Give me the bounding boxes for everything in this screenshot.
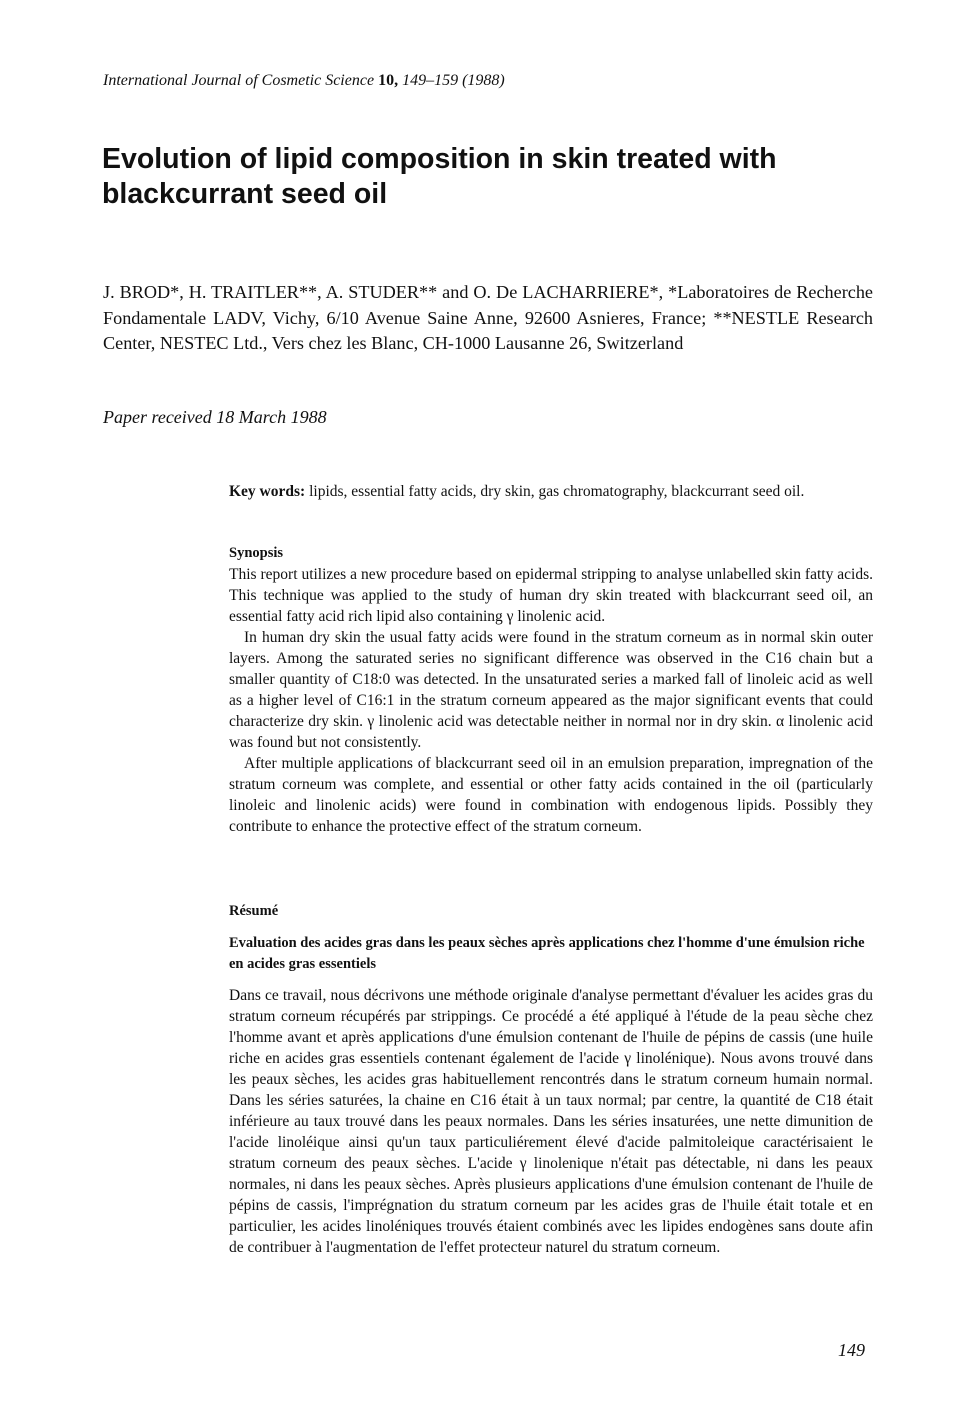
synopsis-paragraph: In human dry skin the usual fatty acids were found in the stratum corneum as in normal skin outer layers. Among the saturated series no significant difference was observed in the C16 chain but a smaller quantity of C18:0 was detected. In the unsaturated series a marked fall of linoleic acid as well as a higher level of C16:1 in the stratum corneum appeared as the major significant events that could characterize dry skin. γ linolenic acid was detectable neither in normal nor in dry skin. α linolenic acid was found but not consistently.	[229, 629, 873, 751]
keywords-text: lipids, essential fatty acids, dry skin, gas chromatography, blackcurrant seed oil.	[309, 483, 805, 500]
keywords	[229, 481, 873, 502]
resume-subtitle: Evaluation des acides gras dans les peaux sèches après applications chez l'homme d'une émulsion riche en acides gras essentiels	[229, 935, 865, 972]
received-date: Paper received 18 March 1988	[103, 407, 327, 427]
synopsis-section	[229, 564, 873, 837]
synopsis-paragraph: This report utilizes a new procedure based on epidermal stripping to analyse unlabelled skin fatty acids. This technique was applied to the study of human dry skin treated with blackcurrant seed oil, an essential fatty acid rich lipid also containing γ linolenic acid.	[229, 566, 873, 625]
journal-pages-year: 149–159 (1988)	[402, 72, 505, 89]
synopsis-heading: Synopsis	[229, 545, 284, 561]
page-number: 149	[838, 1340, 865, 1360]
article-title: Evolution of lipid composition in skin treated with blackcurrant seed oil	[102, 143, 777, 210]
journal-name: International Journal of Cosmetic Science	[103, 72, 375, 89]
journal-volume: 10,	[378, 72, 399, 89]
synopsis-paragraph: After multiple applications of blackcurrant seed oil in an emulsion preparation, impregnation of the stratum corneum was complete, and essential or other fatty acids contained in the oil (particularly linoleic and linolenic acids) were found in combination with endogenous lipids. Possibly they contribute to enhance the protective effect of the stratum corneum.	[229, 755, 873, 835]
resume-heading: Résumé	[229, 903, 279, 919]
keywords-label: Key words:	[229, 483, 306, 500]
authors-affiliations: J. BROD*, H. TRAITLER**, A. STUDER** and O. De LACHARRIERE*, *Laboratoires de Recherche Fondamentale LADV, Vichy, 6/10 Avenue Saine Anne, 92600 Asnieres, France; **NESTLE Research Center, NESTEC Ltd., Vers chez les Blanc, CH-1000 Lausanne 26, Switzerland	[103, 282, 873, 353]
resume-body: Dans ce travail, nous décrivons une méthode originale d'analyse permettant d'évaluer les acides gras du stratum corneum récupérés par strippings. Ce procédé a été appliqué à l'étude de la peau sèche chez l'homme avant et après applications d'une émulsion contenant de l'huile de pépins de cassis (une huile riche en acides gras essentiels contenant également de l'acide γ linolénique). Nous avons trouvé dans les peaux sèches, les acides gras habituellement rencontrés dans le stratum corneum humain normal. Dans les séries saturées, la chaine en C16 était à un taux normal; par centre, la quantité de C18 était inférieure au taux trouvé dans les peaux normales. Dans les séries insaturées, une nette dimunition de l'acide linoléique ainsi qu'un taux particuliérement élevé d'acide palmitoleique caractérisaient le stratum corneum des peaux sèches. L'acide γ linolenique n'était pas détectable, ni dans les peaux normales, ni dans les peaux sèches. Après plusieurs applications d'une émulsion contenant de l'huile de pépins de cassis, l'imprégnation du stratum corneum par les acides gras de l'huile était totale et en particulier, les acides linoléniques trouvés étaient combinés avec les lipides endogènes sans doute afin de contribuer à l'augmentation de l'effet protecteur naturel du stratum corneum.	[229, 987, 873, 1256]
journal-citation	[103, 71, 505, 91]
